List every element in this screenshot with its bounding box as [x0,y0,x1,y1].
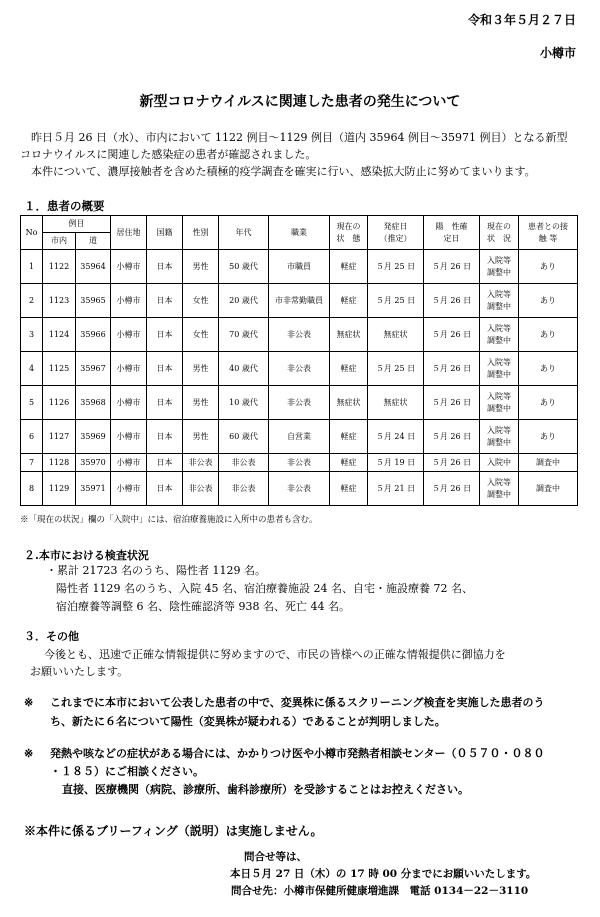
cell-contact: あり [519,386,578,420]
cell-residence: 小樽市 [111,284,147,318]
header-city-no: 市内 [43,233,76,250]
cell-onset: ５月 24 日 [368,420,424,454]
header-positive: 陽 性確定日 [424,216,480,250]
cell-positive: ５月 26 日 [424,284,480,318]
cell-age: 非公表 [219,454,269,472]
header-residence: 居住地 [111,216,147,250]
cell-residence: 小樽市 [111,386,147,420]
cell-age: 非公表 [219,472,269,506]
cell-nationality: 日本 [147,472,183,506]
cell-onset: ５月 21 日 [368,472,424,506]
issuer-city: 小樽市 [539,46,576,60]
other-line-2: お願いいたします。 [30,665,129,678]
cell-age: 70 歳代 [219,318,269,352]
notice-2-mark: ※ [24,747,34,760]
cell-residence: 小樽市 [111,352,147,386]
cell-onset: ５月 19 日 [368,454,424,472]
cell-occupation: 非公表 [269,454,330,472]
section-1-heading: １．患者の概要 [24,199,105,213]
cell-contact: あり [519,352,578,386]
test-summary-line-2: 陽性者 1129 名のうち、入院 45 名、宿泊療養施設 24 名、自宅・施設療養 72 名、 [56,582,473,595]
cell-no: 8 [21,472,43,506]
cell-status: 入院等調整中 [480,352,519,386]
cell-sex: 男性 [183,250,219,284]
cell-status: 入院等調整中 [480,250,519,284]
cell-city-no: 1129 [43,472,76,506]
cell-sex: 男性 [183,352,219,386]
cell-sex: 非公表 [183,454,219,472]
header-sex: 性別 [183,216,219,250]
cell-occupation: 非公表 [269,318,330,352]
cell-onset: ５月 25 日 [368,250,424,284]
cell-city-no: 1127 [43,420,76,454]
cell-residence: 小樽市 [111,472,147,506]
cell-onset: 無症状 [368,318,424,352]
cell-age: 20 歳代 [219,284,269,318]
cell-no: 2 [21,284,43,318]
cell-positive: ５月 26 日 [424,250,480,284]
table-row [21,284,578,318]
cell-pref-no: 35967 [76,352,111,386]
briefing-notice: ※本件に係るブリーフィング（説明）は実施しません。 [24,824,323,838]
cell-no: 3 [21,318,43,352]
cell-pref-no: 35966 [76,318,111,352]
cell-contact: あり [519,284,578,318]
inquiry-label: 問合せ等は、 [244,851,307,863]
cell-onset: ５月 25 日 [368,352,424,386]
cell-sex: 男性 [183,386,219,420]
table-row [21,318,578,352]
cell-status: 入院等調整中 [480,472,519,506]
cell-no: 7 [21,454,43,472]
cell-pref-no: 35968 [76,386,111,420]
cell-no: 5 [21,386,43,420]
inquiry-time: 本日５月 27 日（木）の 17 時 00 分までにお願いいたします。 [230,868,537,880]
cell-residence: 小樽市 [111,420,147,454]
cell-nationality: 日本 [147,420,183,454]
document-title: 新型コロナウイルスに関連した患者の発生について [139,94,461,110]
cell-condition: 軽症 [330,420,368,454]
cell-onset: 無症状 [368,386,424,420]
section-2-heading: ２.本市における検査状況 [24,549,149,562]
cell-occupation: 自営業 [269,420,330,454]
cell-onset: ５月 25 日 [368,284,424,318]
cell-nationality: 日本 [147,386,183,420]
cell-occupation: 市職員 [269,250,330,284]
cell-city-no: 1125 [43,352,76,386]
cell-pref-no: 35965 [76,284,111,318]
header-onset: 発症日（推定） [368,216,424,250]
cell-pref-no: 35970 [76,454,111,472]
cell-city-no: 1126 [43,386,76,420]
cell-status: 入院等調整中 [480,284,519,318]
notice-2-line-2: ・１８５）にご相談ください。 [50,765,204,778]
cell-pref-no: 35969 [76,420,111,454]
cell-no: 1 [21,250,43,284]
cell-nationality: 日本 [147,318,183,352]
cell-contact: 調査中 [519,472,578,506]
cell-occupation: 非公表 [269,472,330,506]
cell-residence: 小樽市 [111,250,147,284]
cell-city-no: 1124 [43,318,76,352]
cell-residence: 小樽市 [111,454,147,472]
test-summary-line-3: 宿泊療養等調整 6 名、陰性確認済等 938 名、死亡 44 名。 [56,600,350,613]
cell-status: 入院中 [480,454,519,472]
other-line-1: 今後とも、迅速で正確な情報提供に努めますので、市民の皆様への正確な情報提供に御協力を [44,648,506,661]
cell-no: 4 [21,352,43,386]
cell-age: 50 歳代 [219,250,269,284]
intro-line-1: 昨日５月 26 日（水）、市内において 1122 例目～1129 例目（道内 35964 例目～35971 例目）となる新型 [31,131,568,144]
header-nationality: 国籍 [147,216,183,250]
cell-occupation: 市非常勤職員 [269,284,330,318]
cell-positive: ５月 26 日 [424,352,480,386]
test-summary-line-1: ・累計 21723 名のうち、陽性者 1129 名。 [46,564,266,577]
cell-occupation: 非公表 [269,386,330,420]
cell-condition: 軽症 [330,284,368,318]
cell-status: 入院等調整中 [480,386,519,420]
cell-nationality: 日本 [147,454,183,472]
header-contact: 患者との接 触 等 [519,216,578,250]
intro-paragraph [20,129,580,180]
notice-1-mark: ※ [24,696,34,709]
header-occupation: 職業 [269,216,330,250]
document-date: 令和３年５月２７日 [467,13,576,27]
cell-age: 40 歳代 [219,352,269,386]
header-age: 年代 [219,216,269,250]
table-row [21,386,578,420]
header-pref-no: 道 [76,233,111,250]
cell-positive: ５月 26 日 [424,472,480,506]
section-3-heading: ３．その他 [24,630,79,643]
cell-occupation: 非公表 [269,352,330,386]
cell-condition: 軽症 [330,250,368,284]
header-no: No [21,216,43,250]
inquiry-contact: 問合せ先：小樽市保健所健康増進課 電話 0134－22－3110 [231,885,529,897]
notice-2-line-1: 発熱や咳などの症状がある場合には、かかりつけ医や小樽市発熱者相談センター（０５７０・０８０ [50,747,545,760]
cell-positive: ５月 26 日 [424,454,480,472]
cell-sex: 女性 [183,318,219,352]
cell-condition: 軽症 [330,352,368,386]
cell-contact: あり [519,250,578,284]
cell-nationality: 日本 [147,284,183,318]
header-condition: 現在の状 態 [330,216,368,250]
table-row [21,250,578,284]
cell-contact: 調査中 [519,454,578,472]
header-case: 例目 [43,216,111,233]
cell-nationality: 日本 [147,250,183,284]
header-status: 現在の状 況 [480,216,519,250]
cell-sex: 非公表 [183,472,219,506]
intro-line-2: コロナウイルスに関連した感染症の患者が確認されました。 [20,148,317,161]
cell-contact: あり [519,318,578,352]
cell-condition: 軽症 [330,472,368,506]
cell-contact: あり [519,420,578,454]
table-row [21,454,578,472]
notice-1-line-1: これまでに本市において公表した患者の中で、変異株に係るスクリーニング検査を実施した患者のう [50,696,545,709]
notice-1-line-2: ち、新たに６名について陽性（変異株が疑われる）であることが判明しました。 [50,715,446,728]
table-note: ※「現在の状況」欄の「入院中」には、宿泊療養施設に入所中の患者も含む。 [20,515,318,525]
table-row [21,420,578,454]
cell-age: 10 歳代 [219,386,269,420]
cell-positive: ５月 26 日 [424,318,480,352]
cell-condition: 無症状 [330,386,368,420]
cell-status: 入院等調整中 [480,318,519,352]
cell-positive: ５月 26 日 [424,420,480,454]
cell-city-no: 1122 [43,250,76,284]
cell-sex: 男性 [183,420,219,454]
patient-table [20,215,578,506]
table-row [21,352,578,386]
cell-city-no: 1128 [43,454,76,472]
cell-city-no: 1123 [43,284,76,318]
cell-pref-no: 35964 [76,250,111,284]
cell-nationality: 日本 [147,352,183,386]
cell-condition: 無症状 [330,318,368,352]
notice-2-line-3: 直接、医療機関（病院、診療所、歯科診療所）を受診することはお控えください。 [62,783,469,796]
cell-condition: 軽症 [330,454,368,472]
cell-pref-no: 35971 [76,472,111,506]
cell-positive: ５月 26 日 [424,386,480,420]
cell-sex: 女性 [183,284,219,318]
intro-line-3: 本件について、濃厚接触者を含めた積極的疫学調査を確実に行い、感染拡大防止に努めてまいります。 [31,165,536,178]
cell-status: 入院等調整中 [480,420,519,454]
table-row [21,472,578,506]
cell-residence: 小樽市 [111,318,147,352]
cell-no: 6 [21,420,43,454]
cell-age: 60 歳代 [219,420,269,454]
